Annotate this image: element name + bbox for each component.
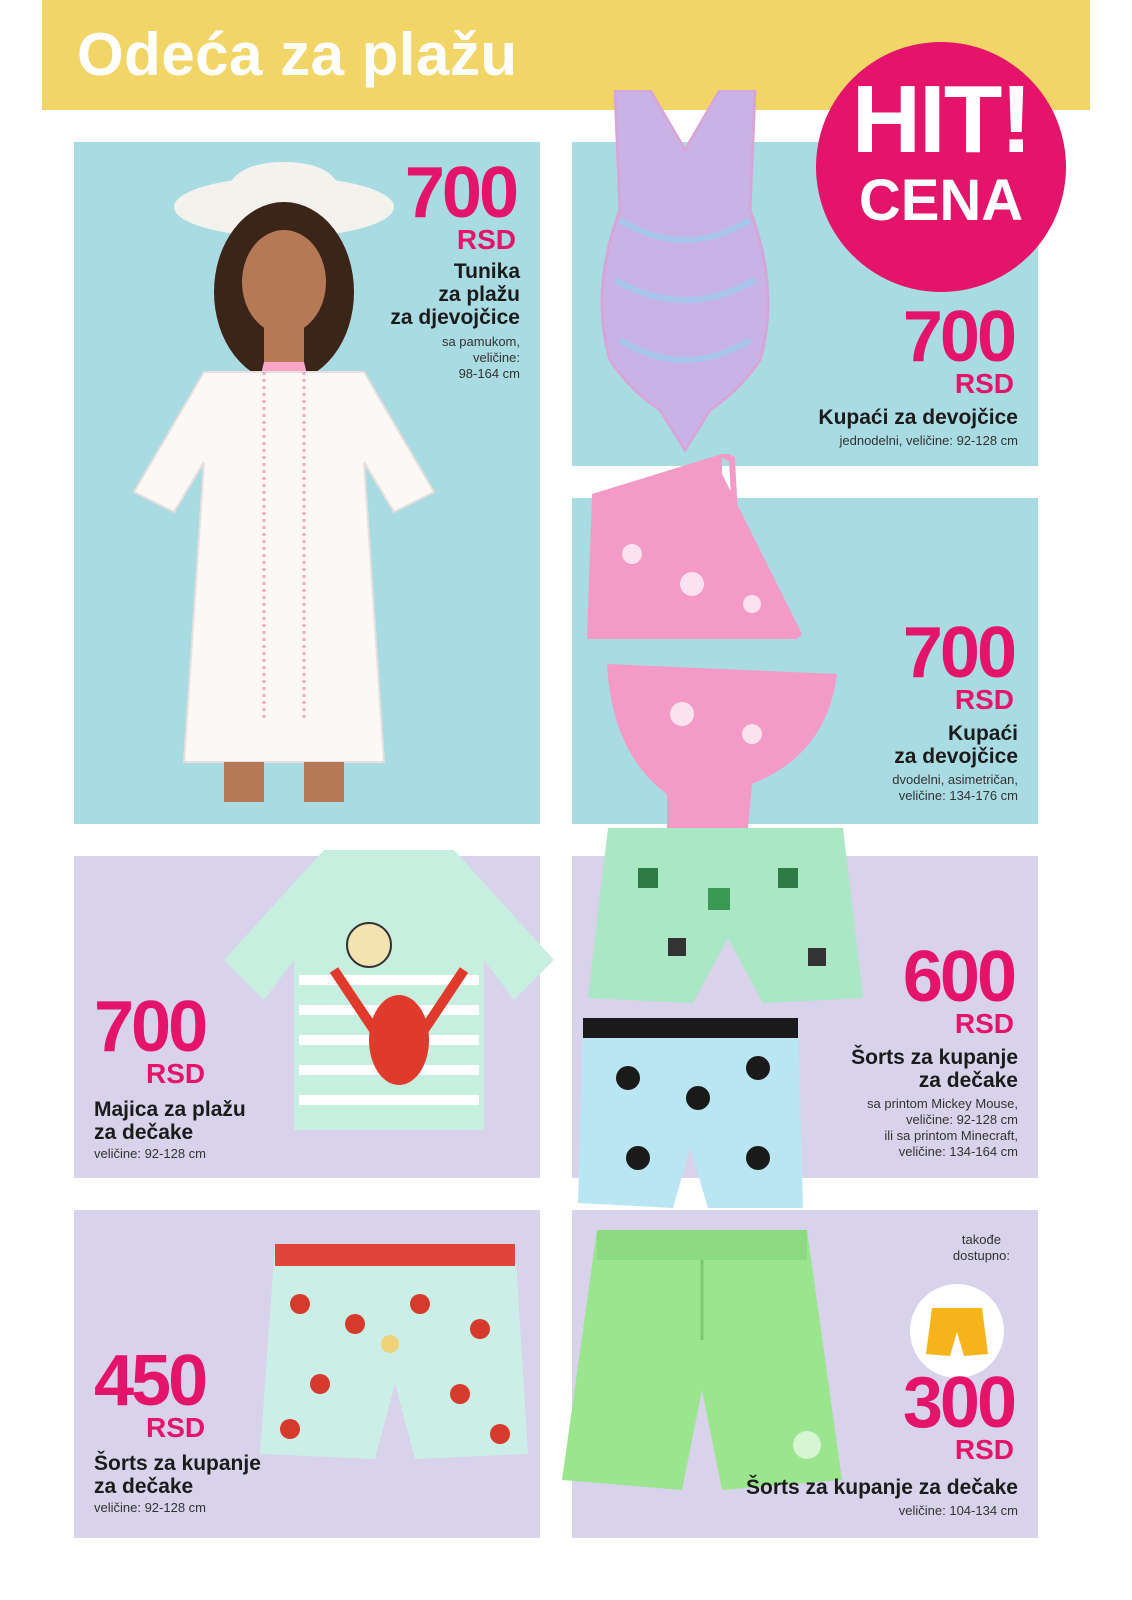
product-desc-trunks-lobster: veličine: 92-128 cm: [94, 1500, 206, 1515]
desc-line: sa pamukom,: [441, 334, 520, 349]
desc-line: veličine:: [473, 350, 520, 365]
product-name-tunic: [390, 260, 520, 329]
badge-cena-text: CENA: [858, 168, 1024, 233]
price-swimsuit-one: [902, 297, 1014, 399]
price-currency: RSD: [954, 368, 1014, 399]
swimsuit-one-piece-illustration: [590, 90, 780, 460]
price-currency: RSD: [146, 1058, 206, 1089]
product-card-trunks-lobster[interactable]: [74, 1210, 540, 1538]
price-value: 700: [902, 297, 1014, 377]
name-line: za plažu: [438, 283, 520, 306]
lobster-trunks-illustration: [260, 1244, 530, 1464]
name-line: za dečake: [94, 1121, 194, 1144]
product-desc-shorts-green: veličine: 104-134 cm: [898, 1503, 1018, 1518]
product-desc-swimsuit-one: jednodelni, veličine: 92-128 cm: [839, 433, 1018, 448]
product-desc-swimsuit-two: [892, 772, 1018, 804]
desc-line: sa printom Mickey Mouse,: [867, 1096, 1018, 1111]
price-swimsuit-two: [902, 613, 1014, 715]
product-desc-trunks-print: [867, 1096, 1018, 1160]
product-name-shirt: [94, 1098, 246, 1144]
price-trunks-lobster: [94, 1341, 206, 1443]
name-line: za dečake: [918, 1069, 1018, 1092]
desc-line: veličine: 134-176 cm: [898, 788, 1018, 803]
price-value: 700: [902, 613, 1014, 693]
bikini-illustration: [572, 454, 842, 844]
price-currency: RSD: [954, 1008, 1014, 1039]
product-card-shirt[interactable]: [74, 856, 540, 1178]
price-currency: RSD: [954, 684, 1014, 715]
price-tunic: [404, 153, 516, 255]
price-shorts-green: [902, 1363, 1014, 1465]
price-value: 700: [404, 153, 516, 233]
price-value: 300: [902, 1363, 1014, 1443]
product-desc-tunic: [442, 334, 520, 382]
product-name-trunks-print: [851, 1046, 1018, 1092]
desc-line: 98-164 cm: [458, 366, 520, 381]
product-name-trunks-lobster: [94, 1452, 261, 1498]
name-line: za devojčice: [894, 745, 1018, 768]
rash-guard-illustration: [214, 840, 564, 1140]
price-value: 450: [94, 1341, 206, 1421]
desc-line: ili sa printom Minecraft,: [884, 1128, 1018, 1143]
product-card-trunks-print[interactable]: [572, 856, 1038, 1178]
price-trunks-print: [902, 937, 1014, 1039]
price-value: 600: [902, 937, 1014, 1017]
also-line: takođe: [961, 1232, 1001, 1247]
product-card-shorts-green[interactable]: [572, 1210, 1038, 1538]
also-available-note: [953, 1232, 1010, 1264]
product-name-swimsuit-one: Kupaći za devojčice: [818, 406, 1018, 429]
product-desc-shirt: veličine: 92-128 cm: [94, 1146, 206, 1161]
price-currency: RSD: [456, 224, 516, 255]
hit-cena-badge: [816, 42, 1066, 292]
name-line: Kupaći: [947, 722, 1018, 745]
desc-line: dvodelni, asimetričan,: [892, 772, 1018, 787]
page-title: Odeća za plažu: [77, 21, 518, 88]
swim-trunks-prints-illustration: [578, 828, 868, 1208]
price-shirt: [94, 987, 206, 1089]
desc-line: veličine: 92-128 cm: [906, 1112, 1018, 1127]
name-line: Majica za plažu: [94, 1098, 246, 1121]
name-line: Tunika: [453, 260, 520, 283]
desc-line: veličine: 134-164 cm: [898, 1144, 1018, 1159]
product-name-swimsuit-two: [894, 722, 1018, 768]
badge-hit-text: HIT!: [851, 66, 1031, 173]
price-currency: RSD: [146, 1412, 206, 1443]
name-line: Šorts za kupanje: [851, 1046, 1018, 1069]
name-line: za djevojčice: [390, 306, 520, 329]
name-line: za dečake: [94, 1475, 194, 1498]
price-value: 700: [94, 987, 206, 1067]
product-name-shorts-green: Šorts za kupanje za dečake: [746, 1476, 1018, 1499]
name-line: Šorts za kupanje: [94, 1452, 261, 1475]
price-currency: RSD: [954, 1434, 1014, 1465]
green-shorts-illustration: [552, 1230, 852, 1500]
product-card-tunic[interactable]: [74, 142, 540, 824]
also-line: dostupno:: [952, 1248, 1010, 1263]
product-card-swimsuit-two[interactable]: [572, 498, 1038, 824]
